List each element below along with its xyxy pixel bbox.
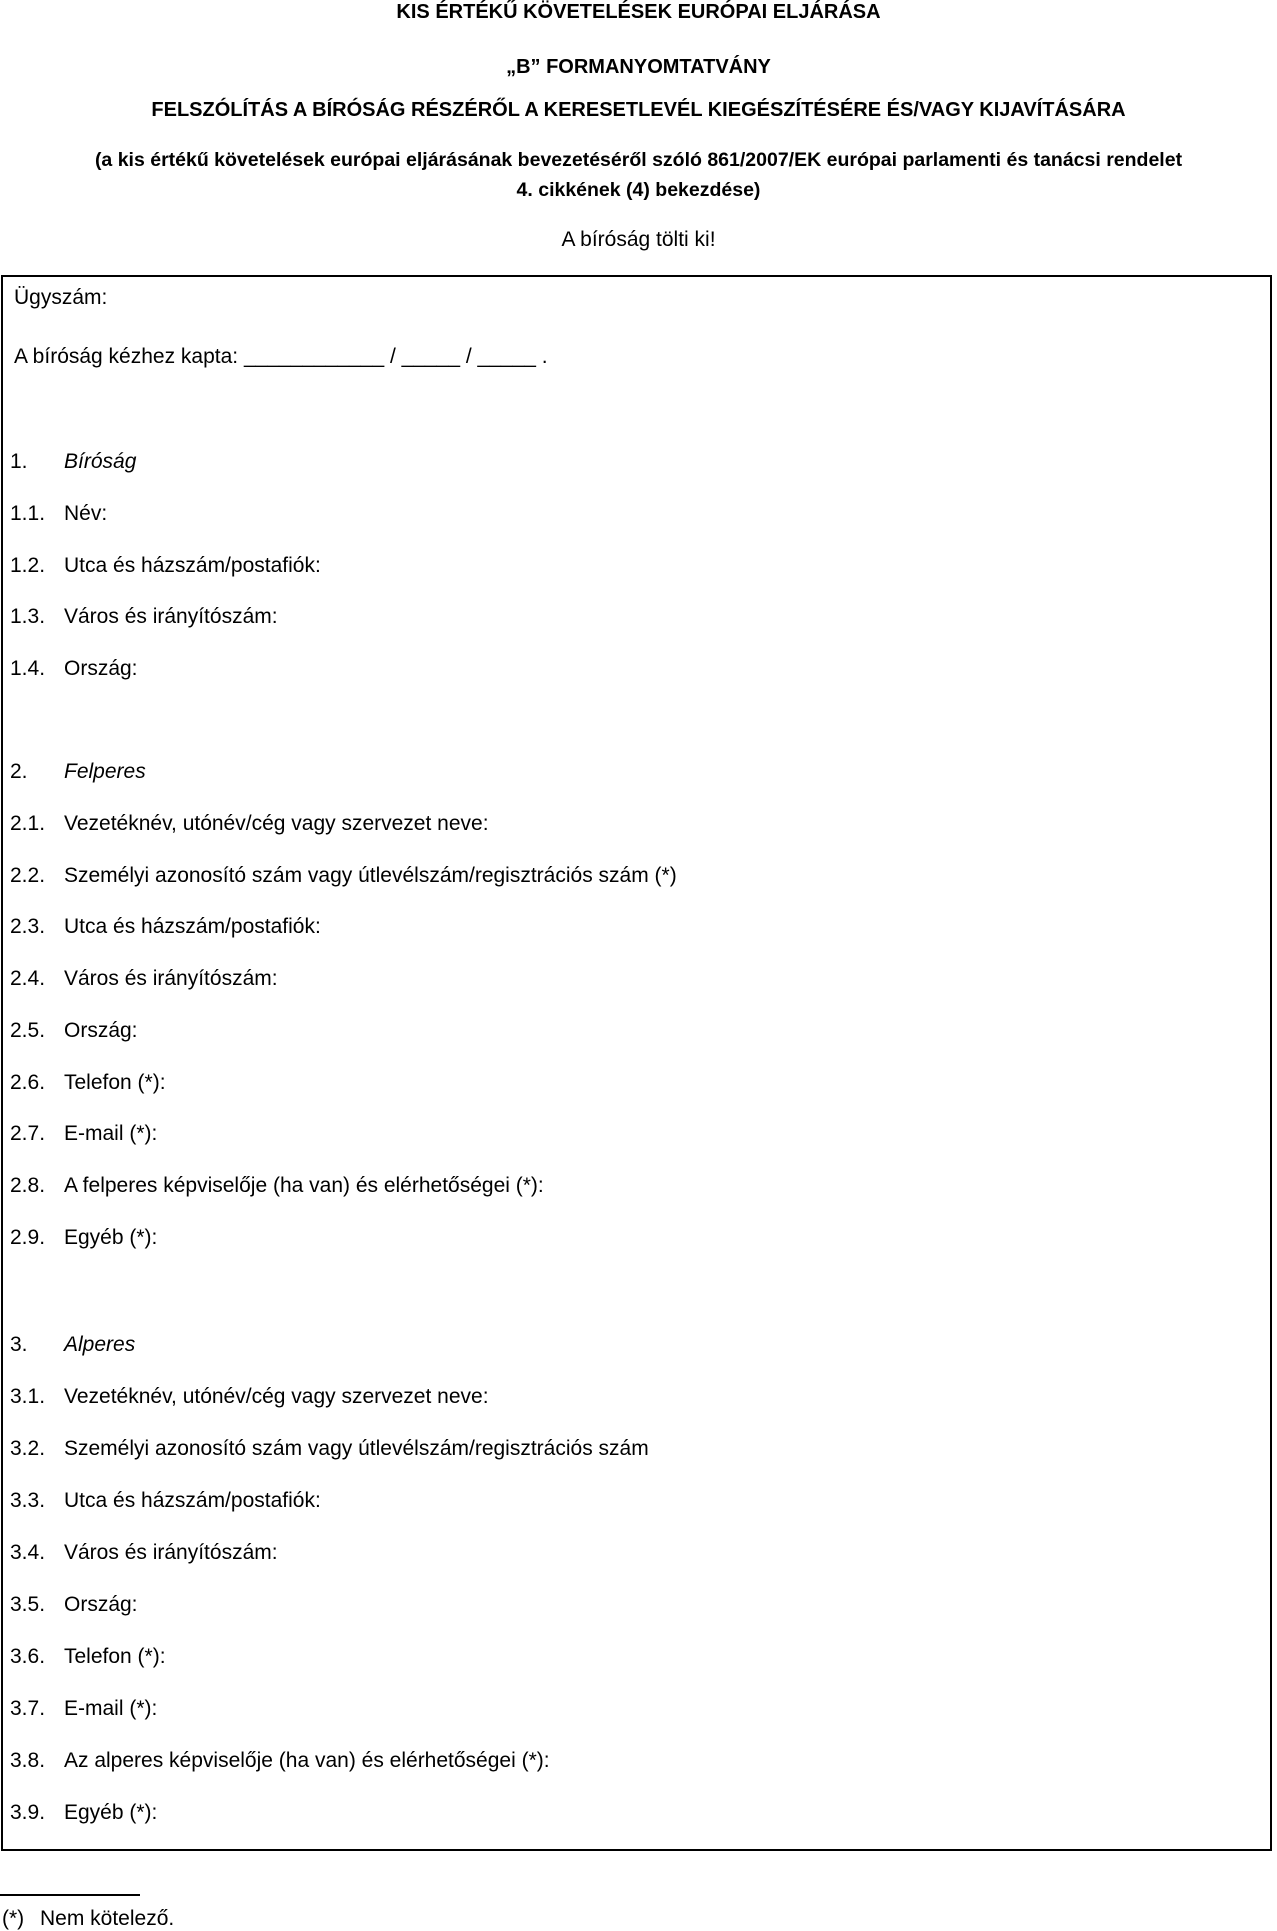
item-label: Név: [64, 502, 108, 525]
item-number: 2.2. [10, 864, 46, 887]
item-number: 3.5. [10, 1593, 46, 1616]
form-item-3-9 [10, 1802, 157, 1823]
form-item-3-5 [10, 1594, 138, 1615]
item-label: Utca és házszám/postafiók: [64, 915, 321, 938]
item-number: 2.6. [10, 1071, 46, 1094]
court-box [1, 275, 1272, 1851]
item-label: E-mail (*): [64, 1697, 158, 1720]
form-item-1-2 [10, 555, 321, 576]
item-label: E-mail (*): [64, 1122, 158, 1145]
item-number: 3.4. [10, 1541, 46, 1564]
received-date-line: A bíróság kézhez kapta: ____________ / _____ / _____ . [14, 345, 548, 368]
footnote-text: Nem kötelező. [40, 1907, 175, 1930]
section-heading-1 [10, 451, 136, 472]
item-label: Telefon (*): [64, 1645, 166, 1668]
item-label: Telefon (*): [64, 1071, 166, 1094]
item-number: 1.4. [10, 657, 46, 680]
item-number: 3.9. [10, 1801, 46, 1824]
item-label: Egyéb (*): [64, 1801, 158, 1824]
form-item-3-8 [10, 1750, 550, 1771]
footnote-divider [0, 1894, 140, 1896]
form-item-2-6 [10, 1072, 166, 1093]
section-number: 2. [10, 760, 28, 783]
form-item-2-3 [10, 916, 321, 937]
item-number: 3.1. [10, 1385, 46, 1408]
footnote-marker: (*) [2, 1907, 25, 1930]
item-number: 2.5. [10, 1019, 46, 1042]
section-number: 3. [10, 1333, 28, 1356]
form-item-1-4 [10, 658, 138, 679]
item-number: 3.6. [10, 1645, 46, 1668]
item-number: 3.8. [10, 1749, 46, 1772]
section-heading-2 [10, 761, 146, 782]
item-label: Város és irányítószám: [64, 1541, 278, 1564]
item-label: Város és irányítószám: [64, 605, 278, 628]
item-number: 2.3. [10, 915, 46, 938]
item-number: 2.8. [10, 1174, 46, 1197]
form-item-2-5 [10, 1020, 138, 1041]
form-title: „B” FORMANYOMTATVÁNY [506, 56, 771, 78]
section-title: Bíróság [64, 450, 137, 473]
form-item-2-4 [10, 968, 278, 989]
item-label: Személyi azonosító szám vagy útlevélszám/regisztrációs szám [64, 1437, 649, 1460]
item-label: A felperes képviselője (ha van) és elérhetőségei (*): [64, 1174, 544, 1197]
section-title: Alperes [64, 1333, 136, 1356]
item-number: 2.4. [10, 967, 46, 990]
item-number: 3.2. [10, 1437, 46, 1460]
item-number: 2.1. [10, 812, 46, 835]
item-label: Város és irányítószám: [64, 967, 278, 990]
form-item-2-2 [10, 865, 677, 886]
court-fills-note: A bíróság tölti ki! [561, 228, 716, 251]
item-number: 1.3. [10, 605, 46, 628]
section-heading-3 [10, 1334, 135, 1355]
form-item-3-6 [10, 1646, 166, 1667]
item-label: Egyéb (*): [64, 1226, 158, 1249]
form-item-2-9 [10, 1227, 157, 1248]
item-number: 1.2. [10, 554, 46, 577]
item-label: Ország: [64, 657, 138, 680]
form-item-1-1 [10, 503, 107, 524]
document-title: FELSZÓLÍTÁS A BÍRÓSÁG RÉSZÉRŐL A KERESETLEVÉL KIEGÉSZÍTÉSÉRE ÉS/VAGY KIJAVÍTÁSÁRA [151, 99, 1126, 121]
item-label: Ország: [64, 1593, 138, 1616]
form-item-3-3 [10, 1490, 321, 1511]
section-number: 1. [10, 450, 28, 473]
form-item-3-7 [10, 1698, 157, 1719]
section-title: Felperes [64, 760, 146, 783]
form-item-2-8 [10, 1175, 544, 1196]
form-item-3-1 [10, 1386, 489, 1407]
item-label: Utca és házszám/postafiók: [64, 554, 321, 577]
item-label: Ország: [64, 1019, 138, 1042]
item-label: Utca és házszám/postafiók: [64, 1489, 321, 1512]
item-number: 3.3. [10, 1489, 46, 1512]
case-number-label: Ügyszám: [14, 286, 108, 309]
form-item-3-2 [10, 1438, 649, 1459]
item-number: 3.7. [10, 1697, 46, 1720]
item-label: Vezetéknév, utónév/cég vagy szervezet neve: [64, 812, 489, 835]
form-item-1-3 [10, 606, 278, 627]
item-number: 2.7. [10, 1122, 46, 1145]
form-item-2-7 [10, 1123, 157, 1144]
item-label: Vezetéknév, utónév/cég vagy szervezet neve: [64, 1385, 489, 1408]
form-item-2-1 [10, 813, 489, 834]
legal-reference-line-2: 4. cikkének (4) bekezdése) [516, 179, 761, 201]
form-item-3-4 [10, 1542, 278, 1563]
item-label: Az alperes képviselője (ha van) és elérhetőségei (*): [64, 1749, 550, 1772]
item-number: 1.1. [10, 502, 46, 525]
procedure-title: KIS ÉRTÉKŰ KÖVETELÉSEK EURÓPAI ELJÁRÁSA [396, 1, 881, 23]
footnote [2, 1908, 174, 1929]
legal-reference-line-1: (a kis értékű követelések európai eljárásának bevezetéséről szóló 861/2007/EK európai parlamenti és tanácsi rendelet [94, 149, 1183, 171]
item-number: 2.9. [10, 1226, 46, 1249]
item-label: Személyi azonosító szám vagy útlevélszám/regisztrációs szám (*) [64, 864, 677, 887]
